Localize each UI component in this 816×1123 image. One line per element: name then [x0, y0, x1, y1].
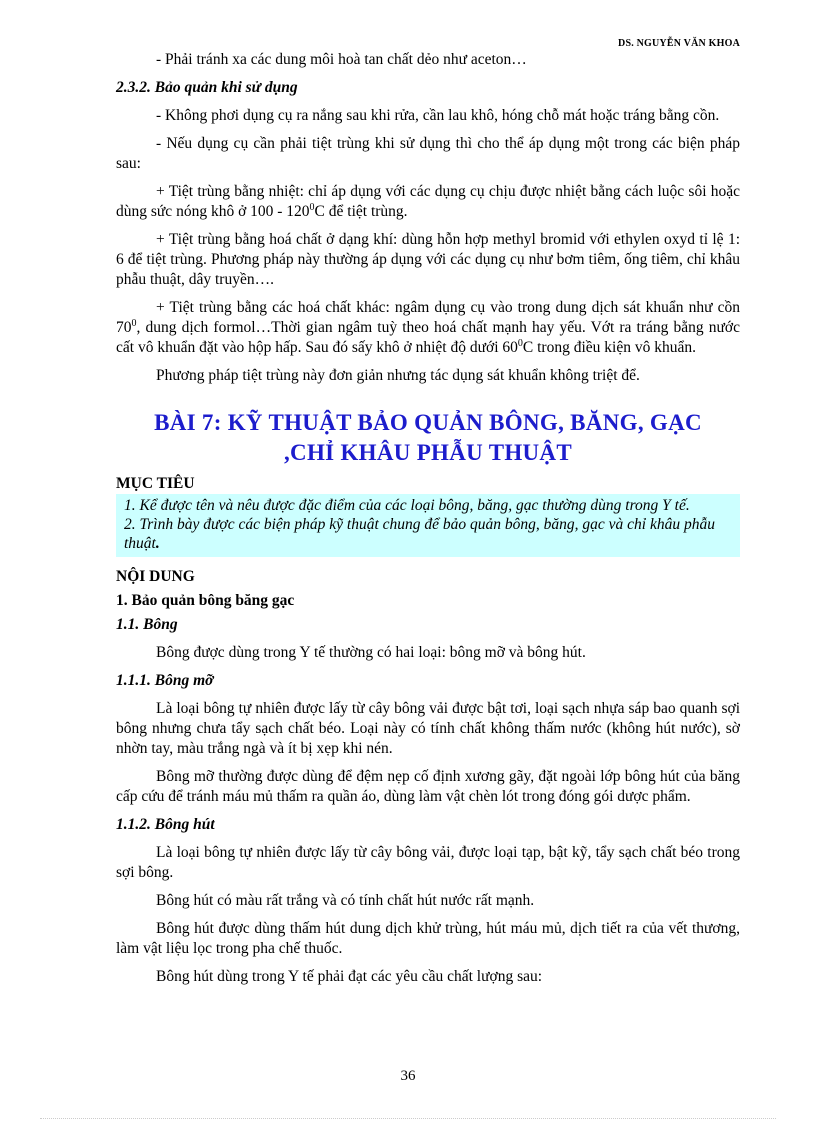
lesson-title-line2: ,CHỈ KHÂU PHẪU THUẬT: [284, 440, 572, 465]
objectives-heading: MỤC TIÊU: [116, 475, 195, 492]
text-chem-a: + Tiệt trùng bằng các hoá chất khác: ngâm dụng cụ vào trong dung dịch sát khuẩn như cồn 70: [116, 299, 740, 336]
superscript-degree: 0: [131, 317, 137, 329]
text-heat-b: C để tiệt trùng.: [314, 203, 408, 220]
heading-2-3-2: 2.3.2. Bảo quản khi sử dụng: [116, 79, 298, 96]
heading-1-1-2: 1.1.2. Bông hút: [116, 816, 215, 833]
paragraph-method-note: Phương pháp tiệt trùng này đơn giản nhưng tác dụng sát khuẩn không triệt để.: [156, 367, 640, 384]
paragraph-bong-hut-color: Bông hút có màu rất trắng và có tính chất hút nước rất mạnh.: [156, 892, 535, 909]
paragraph-bong-mo-desc: Là loại bông tự nhiên được lấy từ cây bông vải được bật tơi, loại sạch nhựa sáp bao quanh sợi bông nhưng chưa tẩy sạch chất béo. Loại này có tính chất không thấm nước (không hút nước), sờ nhờn tay, màu trắng ngà và ít bị xẹp khi nén.: [116, 700, 740, 757]
text-chem-b: , dung dịch formol…Thời gian ngâm tuỳ theo hoá chất mạnh hay yếu. Vớt ra tráng bằng nước cất vô khuẩn đặt vào hộp hấp. Sau đó sấy khô ở nhiệt độ dưới 60: [116, 319, 740, 356]
superscript-degree: 0: [309, 201, 315, 213]
lesson-title-line1: BÀI 7: KỸ THUẬT BẢO QUẢN BÔNG, BĂNG, GẠC: [154, 410, 702, 435]
heading-1-1-1: 1.1.1. Bông mỡ: [116, 672, 214, 689]
text-heat-a: + Tiệt trùng bằng nhiệt: chỉ áp dụng với các dụng cụ chịu được nhiệt bằng cách luộc sôi hoặc dùng sức nóng khô ở 100 - 120: [116, 183, 740, 220]
paragraph-gas-sterilization: + Tiệt trùng bằng hoá chất ở dạng khí: dùng hỗn hợp methyl bromid với ethylen oxyd tỉ lệ 1: 6 để tiệt trùng. Phương pháp này thường áp dụng với các dụng cụ như bơm tiêm, ống tiêm, chỉ khâu phẫu thuật, dây truyền….: [116, 231, 740, 288]
objective-end: .: [155, 535, 160, 552]
paragraph-bong-hut-requirements: Bông hút dùng trong Y tế phải đạt các yêu cầu chất lượng sau:: [156, 968, 543, 985]
objective-text: 2. Trình bày được các biện pháp kỹ thuật chung để bảo quản bông, băng, gạc và chỉ khâu phẫu thuật: [124, 516, 715, 552]
objective-item: 1. Kể được tên và nêu được đặc điểm của các loại bông, băng, gạc thường dùng trong Y tế.: [124, 497, 690, 514]
paragraph-bong-hut-use: Bông hút được dùng thấm hút dung dịch khử trùng, hút máu mủ, dịch tiết ra của vết thương, làm vật liệu lọc trong pha chế thuốc.: [116, 920, 740, 957]
objective-item: [124, 515, 732, 553]
heading-1: 1. Bảo quản bông băng gạc: [116, 592, 295, 609]
objectives-box: [116, 494, 740, 557]
paragraph-no-sun: - Không phơi dụng cụ ra nắng sau khi rửa, cần lau khô, hóng chỗ mát hoặc tráng bằng cồn.: [156, 107, 720, 124]
paragraph-heat-sterilization: [116, 182, 740, 222]
page-content: [116, 50, 740, 995]
paragraph-bong-mo-use: Bông mỡ thường được dùng để đệm nẹp cố định xương gãy, đặt ngoài lớp bông hút của băng cấp cứu để tránh máu mủ thấm ra quần áo, dùng làm vật chèn lót trong đóng gói dược phẩm.: [116, 768, 740, 805]
content-heading: NỘI DUNG: [116, 568, 195, 585]
paragraph-sterilize-methods: - Nếu dụng cụ cần phải tiệt trùng khi sử dụng thì cho thể áp dụng một trong các biện pháp sau:: [116, 135, 740, 172]
superscript-degree: 0: [517, 337, 523, 349]
heading-1-1: 1.1. Bông: [116, 616, 178, 633]
paragraph-two-types: Bông được dùng trong Y tế thường có hai loại: bông mỡ và bông hút.: [156, 644, 586, 661]
page-header-author: DS. NGUYỄN VĂN KHOA: [618, 38, 740, 49]
footer-divider: [40, 1118, 776, 1119]
paragraph-solvent-warning: - Phải tránh xa các dung môi hoà tan chất dẻo như aceton…: [156, 51, 527, 68]
lesson-title: [116, 408, 740, 468]
page-number: 36: [400, 1068, 416, 1084]
paragraph-bong-hut-desc: Là loại bông tự nhiên được lấy từ cây bông vải, được loại tạp, bật kỹ, tẩy sạch chất béo trong sợi bông.: [116, 844, 740, 881]
text-chem-c: C trong điều kiện vô khuẩn.: [522, 339, 696, 356]
paragraph-chemical-sterilization: [116, 298, 740, 358]
